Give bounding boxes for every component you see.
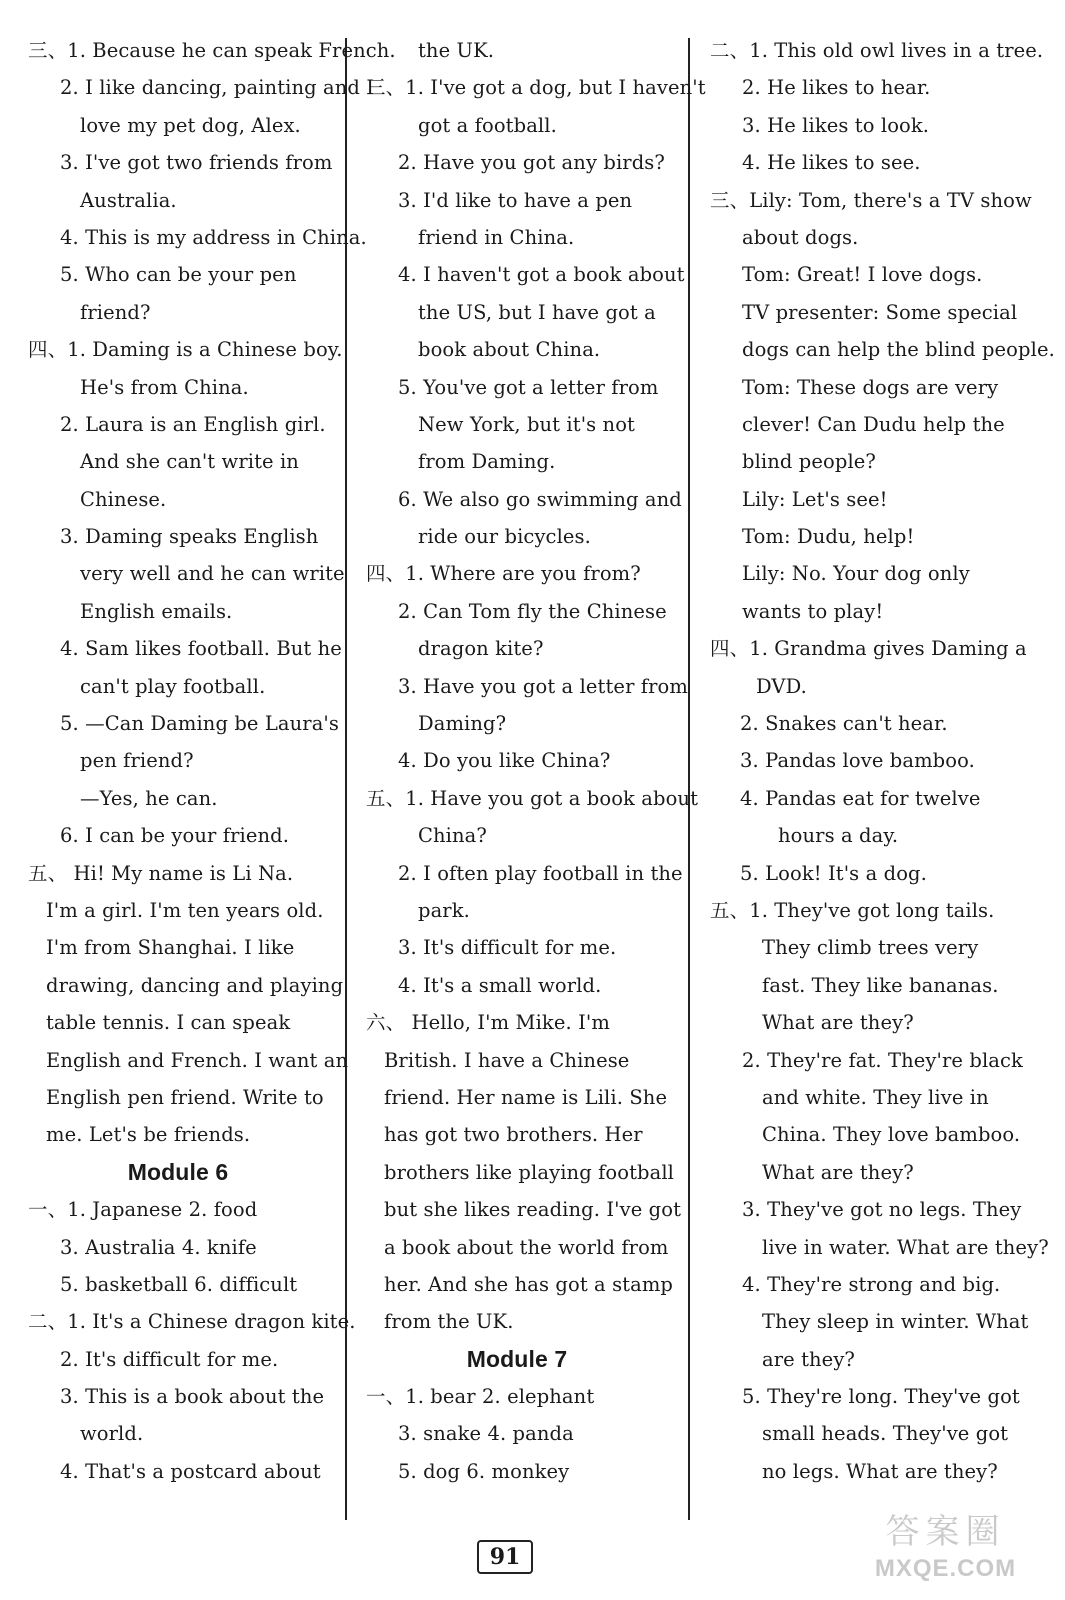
answer-line: about dogs. bbox=[742, 225, 859, 249]
answer-line: TV presenter: Some special bbox=[742, 300, 1018, 324]
answer-line: 3. Daming speaks English bbox=[60, 525, 319, 549]
answer-line: English emails. bbox=[80, 599, 233, 623]
answer-line: Australia. bbox=[80, 188, 177, 212]
answer-line: British. I have a Chinese bbox=[384, 1048, 630, 1072]
answer-line: 四、1. Where are you from? bbox=[366, 562, 641, 586]
answer-line: Tom: Dudu, help! bbox=[742, 525, 915, 549]
answer-column-1 bbox=[28, 32, 396, 1490]
answer-line: China? bbox=[418, 824, 487, 848]
answer-line: 4. Do you like China? bbox=[398, 749, 611, 773]
answer-line: blind people? bbox=[742, 450, 876, 474]
answer-line: 五、1. Have you got a book about bbox=[366, 786, 699, 810]
answer-line: 6. We also go swimming and bbox=[398, 487, 682, 511]
answer-line: And she can't write in bbox=[80, 450, 299, 474]
answer-line: 六、 Hello, I'm Mike. I'm bbox=[366, 1011, 610, 1035]
answer-line: 2. Laura is an English girl. bbox=[60, 412, 326, 436]
answer-line: book about China. bbox=[418, 338, 601, 362]
answer-line: 5. dog 6. monkey bbox=[398, 1459, 570, 1483]
answer-line: small heads. They've got bbox=[762, 1422, 1009, 1446]
column-divider-left bbox=[345, 38, 347, 1520]
answer-line: 2. It's difficult for me. bbox=[60, 1347, 279, 1371]
page-number: 91 bbox=[477, 1540, 533, 1574]
answer-line: 4. Sam likes football. But he bbox=[60, 637, 342, 661]
answer-line: can't play football. bbox=[80, 674, 266, 698]
answer-line: has got two brothers. Her bbox=[384, 1123, 643, 1147]
answer-line: 5. You've got a letter from bbox=[398, 375, 659, 399]
answer-line: English pen friend. Write to bbox=[46, 1085, 324, 1109]
answer-line: 4. It's a small world. bbox=[398, 973, 602, 997]
answer-line: Lily: No. Your dog only bbox=[742, 562, 970, 586]
watermark-text-top: 答案圈 bbox=[885, 1513, 1006, 1551]
answer-line: world. bbox=[80, 1422, 144, 1446]
column-divider-right bbox=[688, 38, 690, 1520]
answer-line: 5. Look! It's a dog. bbox=[740, 861, 927, 885]
answer-line: 3. I'd like to have a pen bbox=[398, 188, 633, 212]
answer-line: Tom: Great! I love dogs. bbox=[742, 263, 983, 287]
answer-line: 二、1. This old owl lives in a tree. bbox=[710, 39, 1044, 62]
answer-line: me. Let's be friends. bbox=[46, 1123, 251, 1147]
answer-line: the US, but I have got a bbox=[418, 300, 656, 324]
answer-line: the UK. bbox=[418, 39, 495, 62]
watermark-text-bottom: MXQE.COM bbox=[874, 1555, 1017, 1582]
answer-line: I'm a girl. I'm ten years old. bbox=[46, 898, 324, 922]
answer-column-2 bbox=[366, 32, 706, 1490]
answer-column-3 bbox=[710, 32, 1055, 1490]
answer-line: 3. It's difficult for me. bbox=[398, 936, 617, 960]
answer-line: They climb trees very bbox=[762, 936, 979, 960]
watermark-logo bbox=[838, 1510, 1053, 1594]
answer-line: What are they? bbox=[762, 1011, 914, 1035]
answer-line: 2. I like dancing, painting and I bbox=[60, 76, 375, 100]
answer-line: I'm from Shanghai. I like bbox=[46, 936, 295, 960]
answer-line: hours a day. bbox=[778, 824, 899, 848]
answer-line: 2. Can Tom fly the Chinese bbox=[398, 599, 667, 623]
answer-line: 4. This is my address in China. bbox=[60, 225, 367, 249]
answer-line: 3. They've got no legs. They bbox=[742, 1198, 1022, 1222]
answer-line: Daming? bbox=[418, 712, 507, 736]
answer-line: ride our bicycles. bbox=[418, 525, 591, 549]
answer-line: 五、1. They've got long tails. bbox=[710, 898, 995, 922]
answer-line: 三、Lily: Tom, there's a TV show bbox=[710, 188, 1032, 212]
answer-line: but she likes reading. I've got bbox=[384, 1198, 682, 1222]
answer-line: dogs can help the blind people. bbox=[742, 338, 1055, 362]
answer-line: very well and he can write bbox=[80, 562, 345, 586]
answer-line: 6. I can be your friend. bbox=[60, 824, 290, 848]
answer-line: 三、1. I've got a dog, but I haven't bbox=[366, 76, 706, 100]
answer-line: 5. basketball 6. difficult bbox=[60, 1272, 298, 1296]
answer-line: clever! Can Dudu help the bbox=[742, 412, 1005, 436]
answer-line: China. They love bamboo. bbox=[762, 1123, 1021, 1147]
answer-line: Chinese. bbox=[80, 487, 167, 511]
module-heading: Module 6 bbox=[127, 1158, 229, 1185]
answer-line: 5. They're long. They've got bbox=[742, 1385, 1020, 1409]
answer-line: 2. I often play football in the bbox=[398, 861, 683, 885]
answer-line: wants to play! bbox=[742, 599, 884, 623]
answer-line: 3. Pandas love bamboo. bbox=[740, 749, 975, 773]
answer-line: park. bbox=[418, 898, 470, 922]
answer-line: 4. That's a postcard about bbox=[60, 1459, 321, 1483]
answer-line: and white. They live in bbox=[762, 1085, 989, 1109]
answer-line: 2. Have you got any birds? bbox=[398, 151, 665, 175]
answer-line: 2. They're fat. They're black bbox=[742, 1048, 1023, 1072]
module-heading: Module 7 bbox=[466, 1345, 568, 1372]
answer-line: 4. I haven't got a book about bbox=[398, 263, 685, 287]
answer-line: DVD. bbox=[756, 674, 807, 698]
answer-line: love my pet dog, Alex. bbox=[80, 113, 301, 137]
answer-line: friend? bbox=[80, 300, 151, 324]
answer-line: 4. He likes to see. bbox=[742, 151, 921, 175]
answer-line: 二、1. It's a Chinese dragon kite. bbox=[28, 1310, 356, 1334]
answer-line: New York, but it's not bbox=[418, 412, 635, 436]
answer-line: 2. He likes to hear. bbox=[742, 76, 931, 100]
answer-line: 3. Have you got a letter from bbox=[398, 674, 688, 698]
answer-line: from the UK. bbox=[384, 1310, 514, 1334]
answer-line: 3. This is a book about the bbox=[60, 1385, 325, 1409]
answer-line: live in water. What are they? bbox=[762, 1235, 1049, 1259]
answer-line: What are they? bbox=[762, 1160, 914, 1184]
answer-line: brothers like playing football bbox=[384, 1160, 674, 1184]
answer-line: pen friend? bbox=[80, 749, 194, 773]
answer-line: 一、1. Japanese 2. food bbox=[28, 1198, 258, 1222]
answer-line: 四、1. Daming is a Chinese boy. bbox=[28, 338, 343, 362]
answer-line: table tennis. I can speak bbox=[46, 1011, 291, 1035]
answer-line: 3. He likes to look. bbox=[742, 113, 930, 137]
answer-line: a book about the world from bbox=[384, 1235, 669, 1259]
answer-line: are they? bbox=[762, 1347, 855, 1371]
answer-line: friend. Her name is Lili. She bbox=[384, 1085, 668, 1109]
answer-line: They sleep in winter. What bbox=[762, 1310, 1029, 1334]
answer-line: 一、1. bear 2. elephant bbox=[366, 1385, 595, 1409]
answer-line: dragon kite? bbox=[418, 637, 544, 661]
answer-line: English and French. I want an bbox=[46, 1048, 349, 1072]
answer-line: 4. They're strong and big. bbox=[742, 1272, 1001, 1296]
answer-line: drawing, dancing and playing bbox=[46, 973, 344, 997]
answer-line: no legs. What are they? bbox=[762, 1459, 998, 1483]
answer-line: 五、 Hi! My name is Li Na. bbox=[28, 861, 294, 885]
answer-line: 2. Snakes can't hear. bbox=[740, 712, 948, 736]
answer-line: 3. I've got two friends from bbox=[60, 151, 333, 175]
answer-line: her. And she has got a stamp bbox=[384, 1272, 674, 1296]
answer-line: 四、1. Grandma gives Daming a bbox=[710, 637, 1027, 661]
answer-line: 5. —Can Daming be Laura's bbox=[60, 712, 340, 736]
answer-line: Tom: These dogs are very bbox=[742, 375, 999, 399]
answer-line: 三、1. Because he can speak French. bbox=[28, 39, 396, 62]
answer-line: He's from China. bbox=[80, 375, 249, 399]
answer-line: fast. They like bananas. bbox=[762, 973, 999, 997]
answer-line: 3. snake 4. panda bbox=[398, 1422, 574, 1446]
answer-line: 4. Pandas eat for twelve bbox=[740, 786, 981, 810]
answer-line: 5. Who can be your pen bbox=[60, 263, 297, 287]
answer-line: friend in China. bbox=[418, 225, 575, 249]
answer-line: —Yes, he can. bbox=[80, 786, 218, 810]
answer-line: Lily: Let's see! bbox=[742, 487, 888, 511]
answer-line: from Daming. bbox=[418, 450, 556, 474]
answer-line: got a football. bbox=[418, 113, 557, 137]
answer-line: 3. Australia 4. knife bbox=[60, 1235, 257, 1259]
